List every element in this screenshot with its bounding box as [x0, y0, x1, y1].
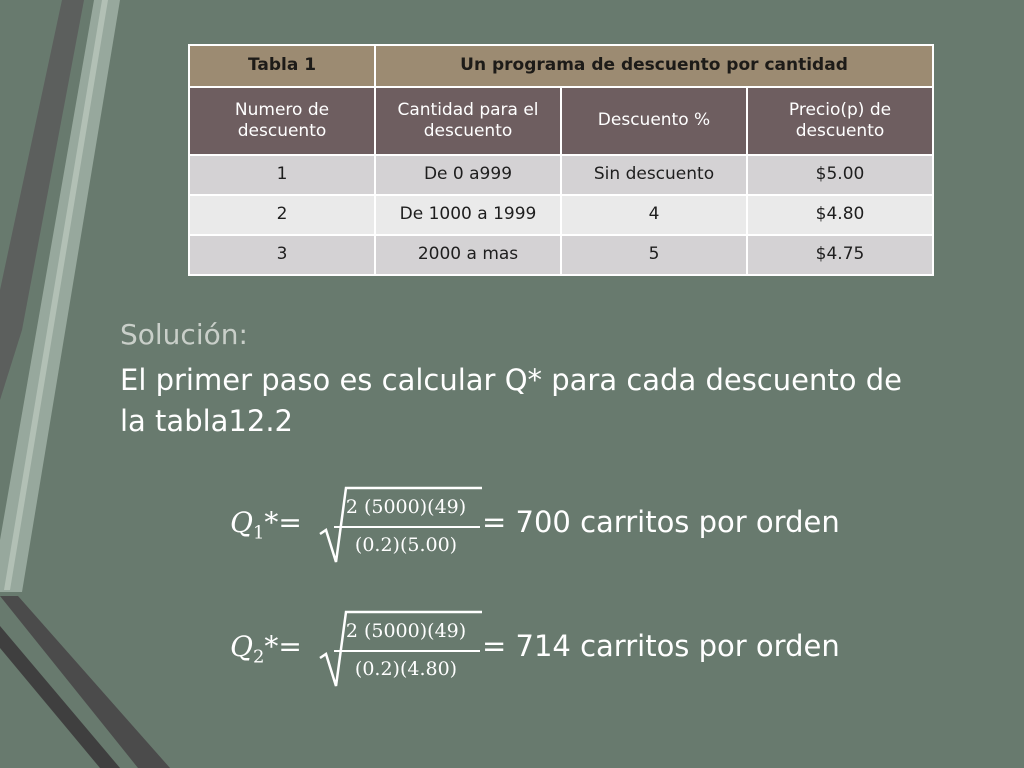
formula-result: = 714 carritos por orden: [482, 629, 840, 663]
fraction-bar: [334, 526, 480, 528]
solution-heading: Solución:: [120, 318, 248, 351]
formula-symbol: Q: [230, 506, 253, 539]
fraction-bar: [334, 650, 480, 652]
discount-table-container: [188, 44, 932, 276]
table-cell: 5: [561, 235, 747, 275]
solution-text: El primer paso es calcular Q* para cada descuento de la tabla12.2: [120, 363, 902, 438]
formula-subscript: 2: [252, 646, 265, 668]
table-title-description: Un programa de descuento por cantidad: [375, 45, 933, 87]
table-cell: De 0 a999: [375, 155, 561, 195]
table-header-row: [189, 87, 933, 155]
table-title-row: [189, 45, 933, 87]
formula-suffix: *=: [264, 630, 302, 663]
formula-symbol: Q: [230, 630, 253, 663]
table-title-label: Tabla 1: [189, 45, 375, 87]
table-row: [189, 235, 933, 275]
column-header: Descuento %: [561, 87, 747, 155]
formula-result: = 700 carritos por orden: [482, 505, 840, 539]
table-cell: 1: [189, 155, 375, 195]
formula-numerator: 2 (5000)(49): [345, 620, 467, 642]
table-cell: $5.00: [747, 155, 933, 195]
table-cell: $4.75: [747, 235, 933, 275]
column-header: Precio(p) de descuento: [747, 87, 933, 155]
table-cell: 2000 a mas: [375, 235, 561, 275]
table-row: [189, 195, 933, 235]
formula-numerator: 2 (5000)(49): [345, 496, 467, 518]
column-header: Cantidad para el descuento: [375, 87, 561, 155]
table-cell: 2: [189, 195, 375, 235]
column-header: Numero de descuento: [189, 87, 375, 155]
table-cell: De 1000 a 1999: [375, 195, 561, 235]
formula-denominator: (0.2)(5.00): [354, 534, 458, 556]
table-cell: 4: [561, 195, 747, 235]
formula-lhs: [230, 506, 302, 544]
table-cell: Sin descuento: [561, 155, 747, 195]
formula-q1: [230, 486, 850, 586]
table-row: [189, 155, 933, 195]
discount-table: [188, 44, 934, 276]
formula-subscript: 1: [252, 522, 265, 544]
table-cell: 3: [189, 235, 375, 275]
formula-suffix: *=: [264, 506, 302, 539]
formula-denominator: (0.2)(4.80): [354, 658, 458, 680]
table-cell: $4.80: [747, 195, 933, 235]
formula-q2: [230, 610, 850, 710]
formula-lhs: [230, 630, 302, 668]
